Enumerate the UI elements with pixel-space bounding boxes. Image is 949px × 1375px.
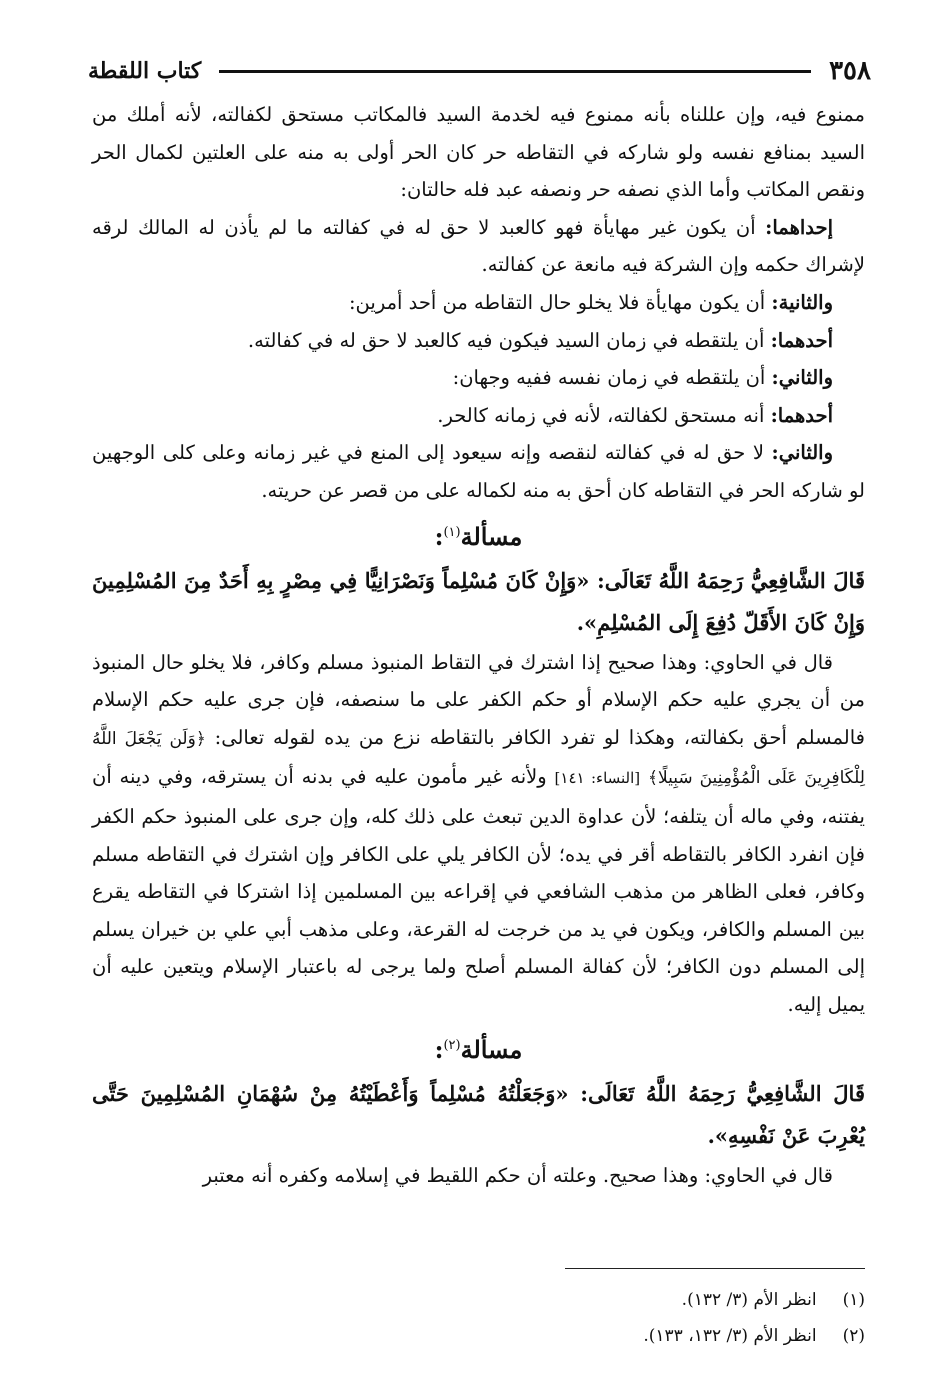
paragraph-label: والثاني: [771,366,833,390]
heading-colon: : [434,1035,444,1065]
section-heading [92,510,865,560]
paragraph-text: أن يلتقطه في زمان السيد فيكون فيه كالعبد لا حق له في كفالته. [247,328,765,352]
paragraph-label: أحدهما: [770,328,833,352]
paragraph: قال في الحاوي: وهذا صحيح. وعلته أن حكم اللقيط في إسلامه وكفره أنه معتبر [202,1164,833,1188]
footnote-ref: (١) [443,524,461,540]
paragraph [92,284,865,322]
paragraph-label: أحدهما: [770,403,833,427]
page-header [88,54,871,88]
paragraph-label: إحداهما: [765,215,833,239]
paragraph-text: أن يكون مهايأة فلا يخلو حال التقاطه من أحد أمرين: [348,290,766,314]
header-rule [219,70,811,73]
footnote-text: انظر الأم (٣/ ١٣٢، ١٣٣). [643,1326,817,1346]
verse-reference: [النساء: ١٤١] [554,769,641,788]
paragraph [92,397,865,435]
footnote [165,1318,865,1354]
paragraph [92,322,865,360]
paragraph [92,209,865,284]
paragraph-label: والثاني: [771,441,834,465]
heading-colon: : [434,521,444,551]
heading-text: مسألة [460,1035,523,1065]
paragraph-label: والثانية: [771,290,833,314]
paragraph-text: أن يكون غير مهايأة فهو كالعبد لا حق له في كفالته ما لم يأذن له المالك لرقه لإشراك حكمه وإن الشركة فيه مانعة عن كفالته. [92,215,865,277]
heading-text: مسألة [460,521,523,551]
quran-verse: ﴿وَلَن يَجْعَلَ اللَّهُ لِلْكَافِرِينَ عَلَى الْمُؤْمِنِينَ سَبِيلًا﴾ [92,728,865,789]
paragraph: ممنوع فيه، وإن عللناه بأنه ممنوع فيه لخدمة السيد فالمكاتب مستحق لكفالته، لأنه أملك من السيد بمنافع نفسه ولو شاركه في التقاطه حر كان الحر أولى به منه على العلتين لكمال الحر ونقص المكاتب وأما الذي نصفه حر ونصفه عبد فله حالتان: [92,103,865,202]
paragraph [92,359,865,397]
footnote-ref: (٢) [443,1038,461,1054]
page-number: ٣٥٨ [829,56,871,86]
quoted-text: قَالَ الشَّافِعِيُّ رَحِمَهُ اللَّهُ تَعَالَى: «وَجَعَلْتُهُ مُسْلِماً وَأَعْطَيْتُهُ مِنْ سُهْمَانِ المُسْلِمِينَ حَتَّى يُعْرِبَ عَنْ نَفْسِهِ». [92,1081,865,1149]
paragraph-text: أن يلتقطه في زمان نفسه ففيه وجهان: [452,366,766,390]
footnote-rule [565,1268,865,1269]
footnote-number: (١) [842,1290,865,1310]
paragraph-text: قال في الحاوي: وهذا صحيح إذا اشترك في التقاط المنبوذ مسلم وكافر، فلا يخلو حال المنبوذ من أن يجري عليه حكم الإسلام أو حكم الكفر على ما سنصفه، فإن جرى عليه حكم الإسلام فالمسلم أحق بكفالته، وهكذا لو تفرد الكافر بالتقاطه نزع من يده لقوله تعالى: [92,650,866,749]
page-body [92,96,865,1195]
footnote-number: (٢) [842,1326,865,1346]
footnotes [165,1282,865,1354]
paragraph [92,434,865,509]
section-heading [92,1023,865,1073]
footnote [165,1282,865,1318]
book-title: كتاب اللقطة [88,58,202,84]
quoted-text: قَالَ الشَّافِعِيُّ رَحِمَهُ اللَّهُ تَعَالَى: «وَإِنْ كَانَ مُسْلِماً وَنَصْرَانِيًّا فِي مِصْرٍ بِهِ أَحَدٌ مِنَ المُسْلِمِينَ وَإِنْ كَانَ الأَقَلّ دُفِعَ إِلَى المُسْلِمِ». [92,567,865,635]
paragraph-text: ولأنه غير مأمون عليه في بدنه أن يسترقه، وفي دينه أن يفتنه، وفي ماله أن يتلفه؛ لأن عداوة الدين تبعث على ذلك كله، وإن جرى على المنبوذ حكم الكفر فإن انفرد الكافر بالتقاطه أقر في يده؛ لأن الكافر يلي على الكافر وإن اشترك في التقاطه مسلم وكافر، فعلى الظاهر من مذهب الشافعي في إقراعه بين المسلمين إذا اشتركا في التقاطه يقرع بين المسلم والكافر، ويكون في يد من خرجت له القرعة، وعلى مذهب أبي علي بن خيران يسلم إلى المسلم دون الكافر؛ لأن كفالة المسلم أصلح ولما يرجى له باعتبار الإسلام ويتعين عليه أن يميل إليه. [92,765,865,1016]
paragraph [92,644,865,1024]
paragraph-text: أنه مستحق لكفالته، لأنه في زمانه كالحر. [437,403,765,427]
paragraph-text: لا حق له في كفالته لنقصه وإنه سيعود إلى المنع في غير زمانه وعلى كلى الوجهين لو شاركه الحر في التقاطه كان أحق به منه لكماله على من قصر عن حريته. [92,441,865,502]
footnote-text: انظر الأم (٣/ ١٣٢). [681,1290,817,1310]
